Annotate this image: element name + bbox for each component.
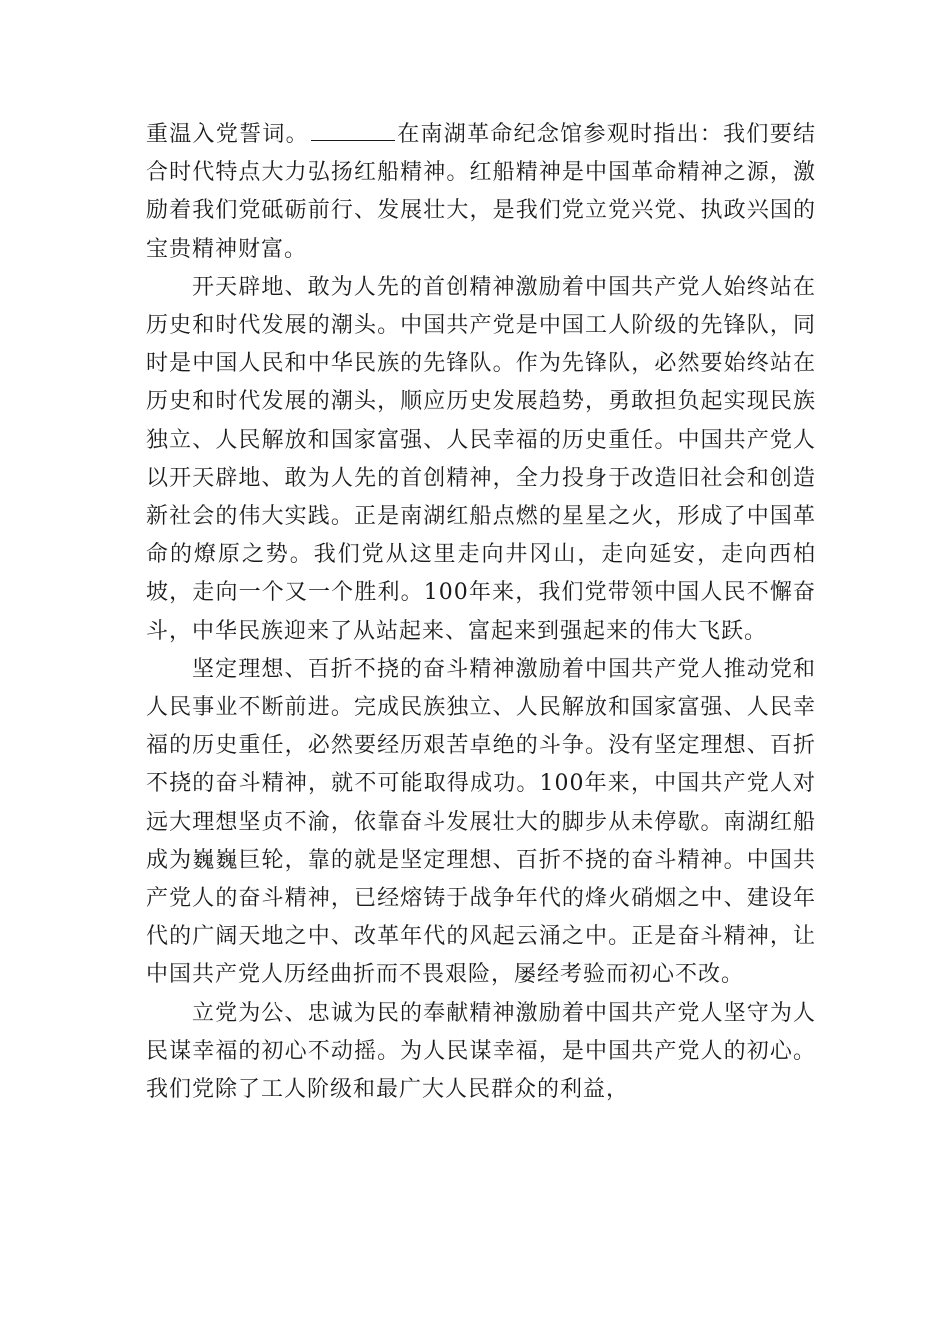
paragraph-1-body: 在南湖革命纪念馆参观时指出：我们要结合时代特点大力弘扬红船精神。红船精神是中国革命精神之源，激励着我们党砥砺前行、发展壮大，是我们党立党兴党、执政兴国的宝贵精神财富。 <box>146 122 816 262</box>
paragraph-1-lead: 重温入党誓词。 <box>146 122 309 147</box>
document-page <box>146 116 816 1109</box>
paragraph-2: 开天辟地、敢为人先的首创精神激励着中国共产党人始终站在历史和时代发展的潮头。中国共产党是中国工人阶级的先锋队，同时是中国人民和中华民族的先锋队。作为先锋队，必然要始终站在历史和时代发展的潮头，顺应历史发展趋势，勇敢担负起实现民族独立、人民解放和国家富强、人民幸福的历史重任。中国共产党人以开天辟地、敢为人先的首创精神，全力投身于改造旧社会和创造新社会的伟大实践。正是南湖红船点燃的星星之火，形成了中国革命的燎原之势。我们党从这里走向井冈山，走向延安，走向西柏坡，走向一个又一个胜利。100年来，我们党带领中国人民不懈奋斗，中华民族迎来了从站起来、富起来到强起来的伟大飞跃。 <box>146 274 816 644</box>
fill-in-blank <box>311 122 395 141</box>
paragraph-1 <box>146 116 816 269</box>
paragraph-3: 坚定理想、百折不挠的奋斗精神激励着中国共产党人推动党和人民事业不断前进。完成民族独立、人民解放和国家富强、人民幸福的历史重任，必然要经历艰苦卓绝的斗争。没有坚定理想、百折不挠的奋斗精神，就不可能取得成功。100年来，中国共产党人对远大理想坚贞不渝，依靠奋斗发展壮大的脚步从未停歇。南湖红船成为巍巍巨轮，靠的就是坚定理想、百折不挠的奋斗精神。中国共产党人的奋斗精神，已经熔铸于战争年代的烽火硝烟之中、建设年代的广阔天地之中、改革年代的风起云涌之中。正是奋斗精神，让中国共产党人历经曲折而不畏艰险，屡经考验而初心不改。 <box>146 656 816 988</box>
paragraph-4: 立党为公、忠诚为民的奉献精神激励着中国共产党人坚守为人民谋幸福的初心不动摇。为人民谋幸福，是中国共产党人的初心。我们党除了工人阶级和最广大人民群众的利益， <box>146 1000 816 1103</box>
